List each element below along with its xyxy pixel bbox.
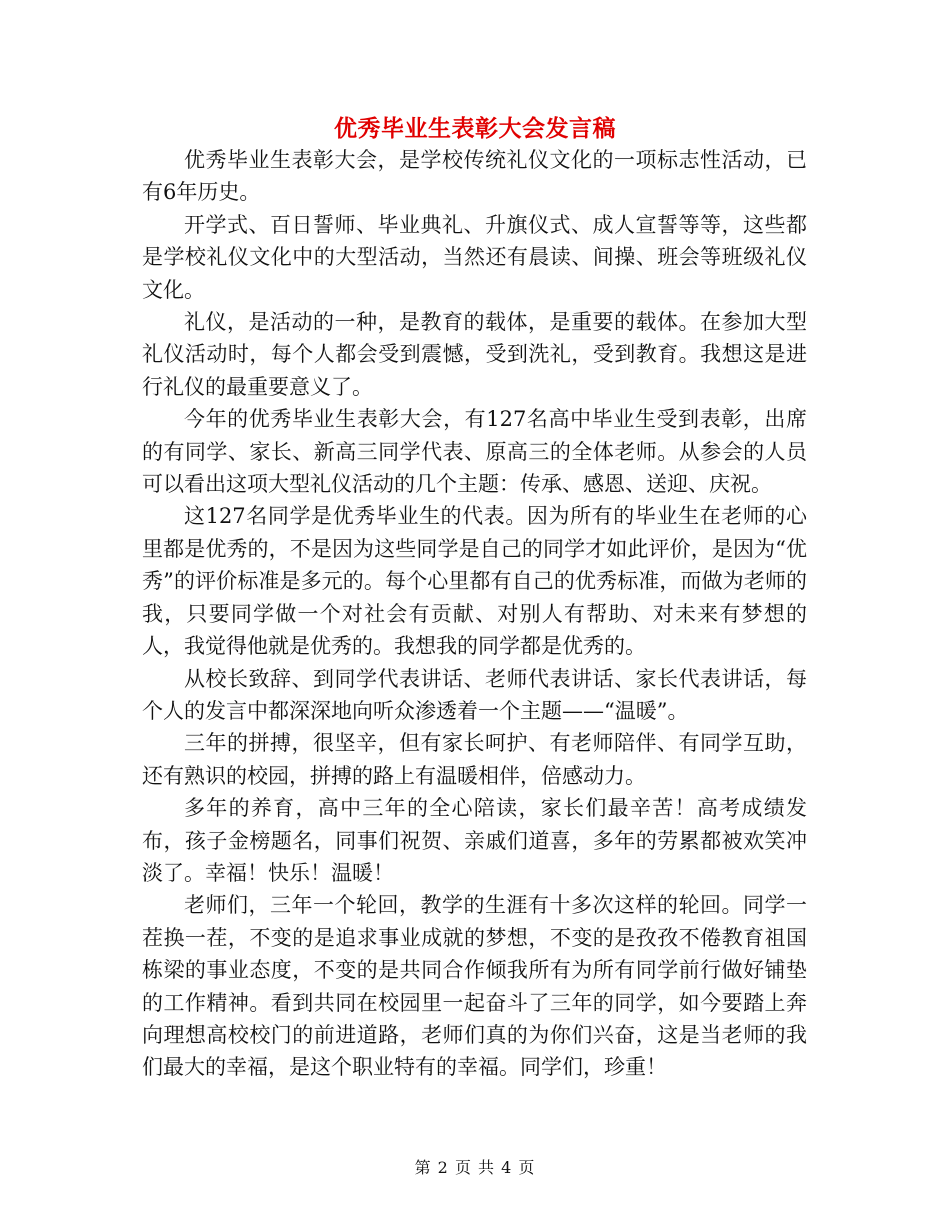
paragraph: 开学式、百日誓师、毕业典礼、升旗仪式、成人宣誓等等，这些都是学校礼仪文化中的大型活动，当然还有晨读、间操、班会等班级礼仪文化。: [142, 212, 807, 302]
page-number-label: 第 2 页 共 4 页: [414, 1158, 536, 1177]
document-body: [142, 144, 807, 1084]
paragraph: 三年的拼搏，很坚辛，但有家长呵护、有老师陪伴、有同学互助，还有熟识的校园，拼搏的路上有温暖相伴，倍感动力。: [142, 731, 807, 788]
paragraph: 老师们，三年一个轮回，教学的生涯有十多次这样的轮回。同学一茬换一茬，不变的是追求事业成就的梦想，不变的是孜孜不倦教育祖国栋梁的事业态度，不变的是共同合作倾我所有为所有同学前行做好铺垫的工作精神。看到共同在校园里一起奋斗了三年的同学，如今要踏上奔向理想高校校门的前进道路，老师们真的为你们兴奋，这是当老师的我们最大的幸福，是这个职业特有的幸福。同学们，珍重！: [142, 893, 807, 1080]
paragraph: 这127名同学是优秀毕业生的代表。因为所有的毕业生在老师的心里都是优秀的，不是因为这些同学是自己的同学才如此评价，是因为“优秀”的评价标准是多元的。每个心里都有自己的优秀标准，而做为老师的我，只要同学做一个对社会有贡献、对别人有帮助、对未来有梦想的人，我觉得他就是优秀的。我想我的同学都是优秀的。: [142, 504, 807, 659]
paragraph: 优秀毕业生表彰大会，是学校传统礼仪文化的一项标志性活动，已有6年历史。: [142, 148, 807, 205]
paragraph: 礼仪，是活动的一种，是教育的载体，是重要的载体。在参加大型礼仪活动时，每个人都会受到震憾，受到洗礼，受到教育。我想这是进行礼仪的最重要意义了。: [142, 310, 807, 399]
document-title: 优秀毕业生表彰大会发言稿: [334, 115, 616, 142]
page-footer: [0, 1155, 950, 1178]
paragraph: 多年的养育，高中三年的全心陪读，家长们最辛苦！高考成绩发布，孩子金榜题名，同事们祝贺、亲戚们道喜，多年的劳累都被欢笑冲淡了。幸福！快乐！温暖！: [142, 796, 807, 885]
paragraph: 从校长致辞、到同学代表讲话、老师代表讲话、家长代表讲话，每个人的发言中都深深地向听众渗透着一个主题——“温暖”。: [142, 666, 807, 723]
paragraph: 今年的优秀毕业生表彰大会，有127名高中毕业生受到表彰，出席的有同学、家长、新高三同学代表、原高三的全体老师。从参会的人员可以看出这项大型礼仪活动的几个主题：传承、感恩、送迎、庆祝。: [142, 407, 807, 497]
